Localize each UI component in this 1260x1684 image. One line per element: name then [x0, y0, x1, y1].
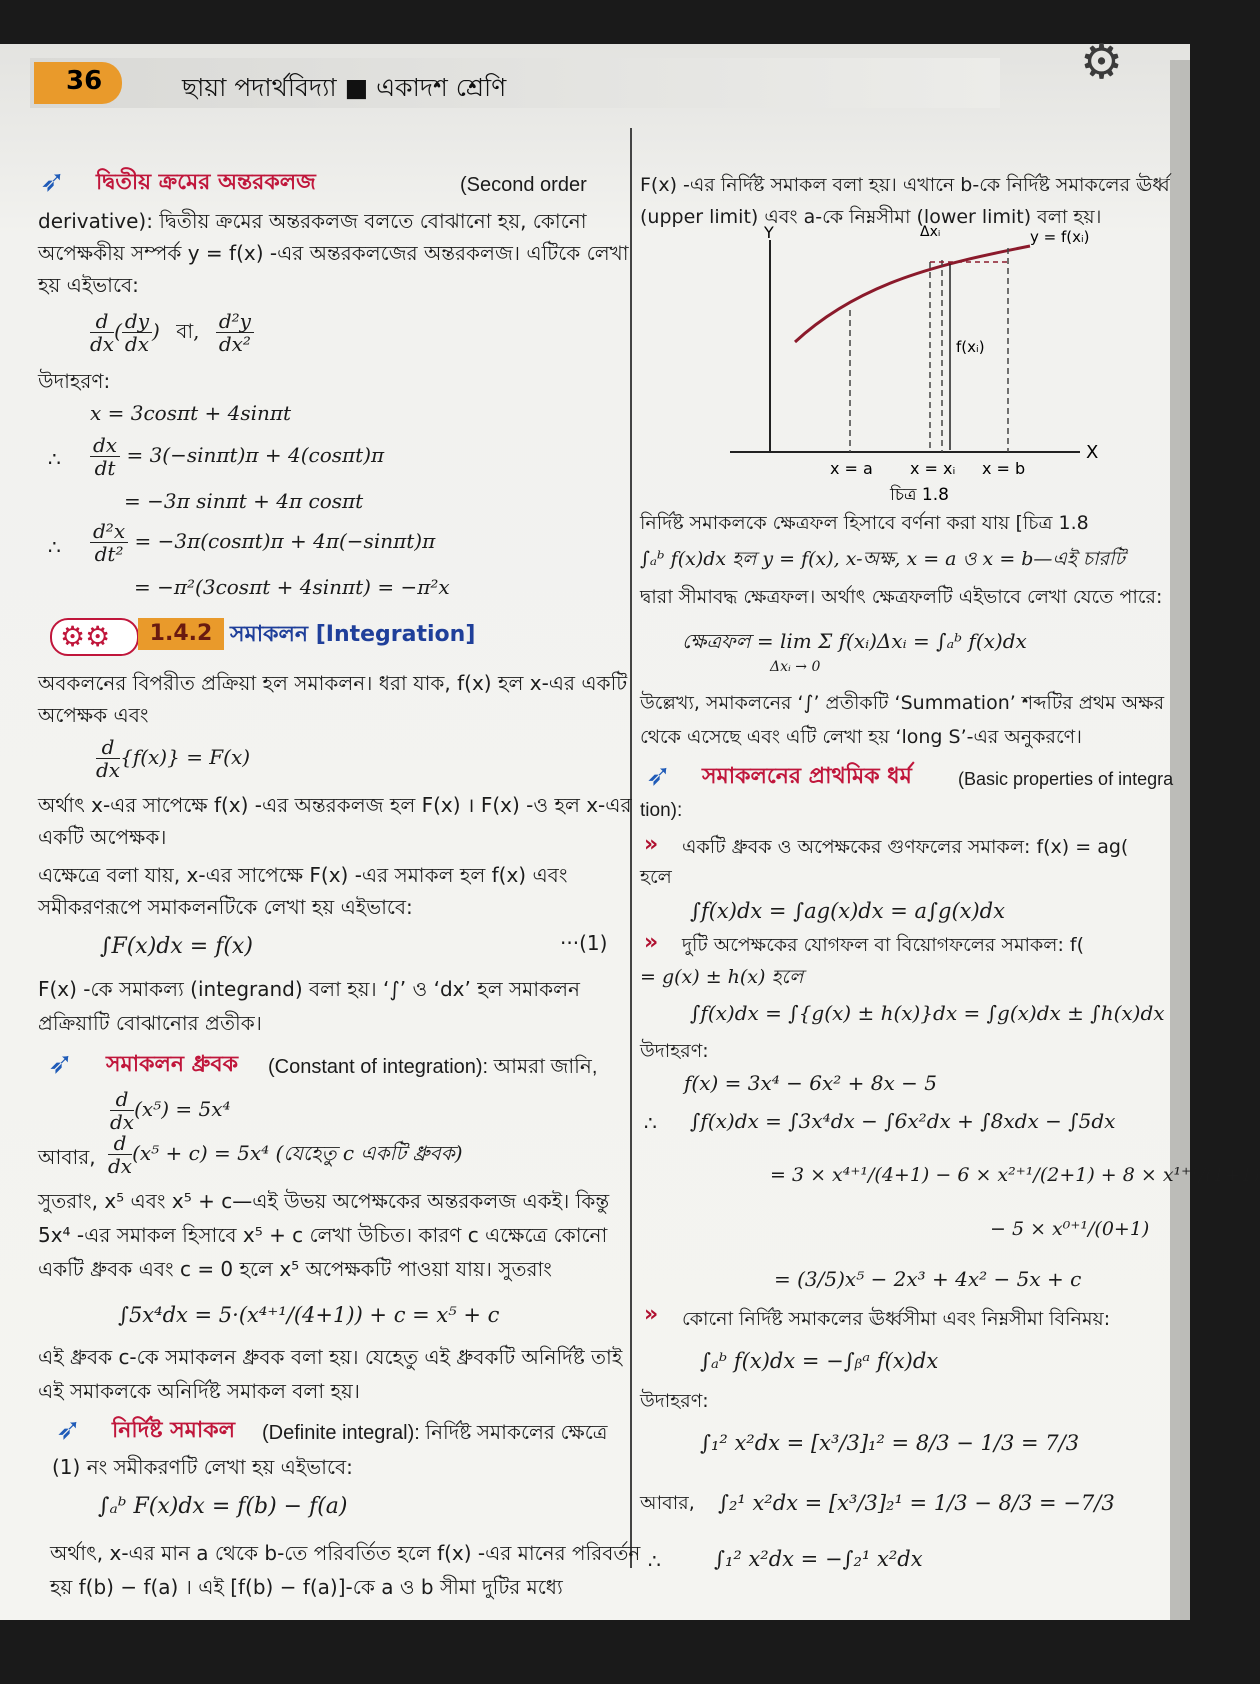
equation: − 5 × x⁰⁺¹/(0+1): [990, 1218, 1150, 1240]
book-title: ছায়া পদার্থবিদ্যা ■ একাদশ শ্রেণি: [182, 73, 507, 102]
xi-label: x = xᵢ: [910, 459, 956, 478]
double-chevron-icon: »: [644, 930, 659, 955]
second-derivative-en: (Second order: [460, 174, 587, 196]
equation: f(x) = 3x⁴ − 6x² + 8x − 5: [684, 1071, 937, 1095]
x-label: X: [1086, 442, 1099, 463]
paper-plane-icon: ➶: [56, 1412, 82, 1447]
text-line: 5x⁴ -এর সমাকল হিসাবে x⁵ + c লেখা উচিত। কারণ c এক্ষেত্রে কোনো: [38, 1223, 608, 1247]
again-label: আবার,: [38, 1145, 96, 1169]
text-line: হয় এইভাবে:: [38, 273, 139, 297]
text-line: সুতরাং, x⁵ এবং x⁵ + c—এই উভয় অপেক্ষকের অন্তরকলজ একই। কিন্তু: [38, 1189, 610, 1213]
text-line: ∫ₐᵇ f(x)dx হল y = f(x), x-অক্ষ, x = a ও x = b—এই চারটি: [640, 548, 1125, 570]
therefore-sign: ∴: [48, 447, 61, 471]
second-derivative-heading: দ্বিতীয় ক্রমের অন্তরকলজ: [96, 170, 316, 195]
xb-label: x = b: [982, 459, 1026, 478]
basic-properties-en: (Basic properties of integra: [958, 769, 1174, 789]
example-label: উদাহরণ:: [38, 369, 111, 393]
constant-en: (Constant of integration): আমরা জানি,: [268, 1056, 598, 1078]
gear-icon: ⚙: [1080, 34, 1124, 90]
text-line: উল্লেখ্য, সমাকলনের ‘∫’ প্রতীকটি ‘Summation’ শব্দটির প্রথম অক্ষর: [640, 692, 1165, 714]
equation: x = 3cosπt + 4sinπt: [90, 401, 292, 425]
equation: $\frac{dx}{dt}$ = 3(−sinπt)π + 4(cosπt)π: [90, 434, 384, 479]
equation: ∫f(x)dx = ∫ag(x)dx = a∫g(x)dx: [690, 899, 1005, 923]
property-1-cont: হলে: [640, 866, 672, 888]
figure-caption: চিত্র 1.8: [890, 485, 949, 505]
definite-integral-heading: নির্দিষ্ট সমাকল: [112, 1418, 236, 1443]
equation-rhs: (x⁵) = 5x⁴: [134, 1097, 231, 1121]
equation: $\frac{d}{dx}$ (x⁵) = 5x⁴: [110, 1087, 231, 1134]
equation-rhs: = 3(−sinπt)π + 4(cosπt)π: [126, 443, 385, 467]
text-line: এই সমাকলকে অনির্দিষ্ট সমাকল বলা হয়।: [38, 1379, 360, 1403]
text-line: থেকে এসেছে এবং এটি লেখা হয় ‘long S’-এর অনুকরণে।: [640, 726, 1082, 748]
equation-rhs: (x⁵ + c) = 5x⁴ (যেহেতু c একটি ধ্রুবক): [132, 1141, 463, 1165]
text-line: F(x) -এর নির্দিষ্ট সমাকল বলা হয়। এখানে b-কে নির্দিষ্ট সমাকলের ঊর্ধ্ব: [640, 174, 1170, 196]
equation: $\frac{\text{d²x}}{\text{dt²}}$ = −3π(cosπt)π + 4π(−sinπt)π: [90, 520, 435, 565]
section-icon-box: [50, 618, 139, 656]
equation: = −3π sinπt + 4π cosπt: [124, 489, 364, 513]
area-under-curve-figure: [720, 222, 1140, 505]
paper-plane-icon: ➶: [40, 164, 66, 199]
therefore-sign: ∴: [48, 535, 61, 559]
property-1: একটি ধ্রুবক ও অপেক্ষকের গুণফলের সমাকল: f(x) = ag(: [682, 836, 1129, 858]
equation: $\frac{d}{dx}$ {f(x)} = F(x): [96, 735, 251, 782]
equation: ∫₂¹ x²dx = [x³/3]₂¹ = 1/3 − 8/3 = −7/3: [718, 1491, 1115, 1515]
equation: ∫F(x)dx = f(x): [100, 934, 253, 959]
xa-label: x = a: [830, 459, 873, 478]
paper-plane-icon: ➶: [646, 758, 672, 793]
text-line: অর্থাৎ, x-এর মান a থেকে b-তে পরিবর্তিত হলে f(x) -এর মানের পরিবর্তন: [50, 1541, 641, 1565]
text-line: একটি অপেক্ষক।: [38, 825, 167, 849]
text-line: প্রক্রিয়াটি বোঝানোর প্রতীক।: [38, 1011, 262, 1035]
gears-icon: ⚙⚙: [60, 620, 111, 653]
curve-label: y = f(xᵢ): [1030, 228, 1090, 246]
double-chevron-icon: »: [644, 1302, 659, 1327]
text-line: অর্থাৎ x-এর সাপেক্ষে f(x) -এর অন্তরকলজ হল F(x) । F(x) -ও হল x-এর: [38, 793, 632, 817]
paper-plane-icon: ➶: [48, 1046, 74, 1081]
equation: ∫5x⁴dx = 5·(x⁴⁺¹/(4+1)) + c = x⁵ + c: [118, 1303, 500, 1327]
text-line: অপেক্ষক এবং: [38, 703, 149, 727]
limit-subscript: Δxᵢ → 0: [770, 659, 821, 675]
example-label: উদাহরণ:: [640, 1390, 709, 1412]
equation: ∫₁² x²dx = [x³/3]₁² = 8/3 − 1/3 = 7/3: [700, 1431, 1080, 1455]
property-2-cont: = g(x) ± h(x) হলে: [640, 966, 804, 988]
text-line: F(x) -কে সমাকল্য (integrand) বলা হয়। ‘∫’ ও ‘dx’ হল সমাকলন: [38, 977, 580, 1001]
text-line: (upper limit) এবং a-কে নিম্নসীমা (lower limit) বলা হয়।: [640, 206, 1102, 228]
equation: = (3/5)x⁵ − 2x³ + 4x² − 5x + c: [774, 1267, 1082, 1291]
equation: $\frac{d}{dx}$ (x⁵ + c) = 5x⁴ (যেহেতু c একটি ধ্রুবক): [108, 1131, 463, 1178]
equation-number: ···(1): [560, 931, 608, 955]
text-line: derivative): দ্বিতীয় ক্রমের অন্তরকলজ বলতে বোঝানো হয়, কোনো: [38, 209, 587, 233]
section-number: 1.4.2: [138, 618, 224, 650]
or-label: বা,: [176, 319, 200, 343]
text-line: দ্বারা সীমাবদ্ধ ক্ষেত্রফল। অর্থাৎ ক্ষেত্রফলটি এইভাবে লেখা যেতে পারে:: [640, 586, 1163, 608]
equation: ∫ₐᵇ F(x)dx = f(b) − f(a): [98, 1494, 348, 1519]
header-band: [30, 58, 1000, 108]
page-number: 36: [66, 66, 103, 96]
equation: = −π²(3cosπt + 4sinπt) = −π²x: [134, 575, 450, 599]
therefore-sign: ∴: [648, 1549, 661, 1573]
text-line: অবকলনের বিপরীত প্রক্রিয়া হল সমাকলন। ধরা যাক, f(x) হল x-এর একটি: [38, 671, 628, 695]
area-equation: ক্ষেত্রফল = lim Σ f(xᵢ)Δxᵢ = ∫ₐᵇ f(x)dx: [682, 629, 1027, 653]
f-xi-label: f(xᵢ): [956, 338, 985, 356]
constant-heading: সমাকলন ধ্রুবক: [106, 1052, 239, 1077]
equation: ∫f(x)dx = ∫{g(x) ± h(x)}dx = ∫g(x)dx ± ∫h(x)dx: [690, 1001, 1165, 1025]
text-line: এই ধ্রুবক c-কে সমাকলন ধ্রুবক বলা হয়। যেহেতু এই ধ্রুবকটি অনির্দিষ্ট তাই: [38, 1345, 623, 1369]
equation: = 3 × x⁴⁺¹/(4+1) − 6 × x²⁺¹/(2+1) + 8 × x¹⁺¹/(1+1): [770, 1164, 1260, 1186]
property-3: কোনো নির্দিষ্ট সমাকলের ঊর্ধ্বসীমা এবং নিম্নসীমা বিনিময়:: [682, 1308, 1111, 1330]
definite-integral-en: (Definite integral): নির্দিষ্ট সমাকলের ক্ষেত্রে: [262, 1422, 608, 1444]
scan-border: [0, 1620, 1190, 1684]
again-label: আবার,: [640, 1492, 695, 1514]
equation: ∫ₐᵇ f(x)dx = −∫ᵦᵃ f(x)dx: [700, 1349, 939, 1373]
curve: [795, 246, 1030, 342]
example-label: উদাহরণ:: [640, 1040, 709, 1062]
double-chevron-icon: »: [644, 832, 659, 857]
basic-properties-en-2: tion):: [640, 800, 683, 821]
equation-rhs: {f(x)} = F(x): [120, 745, 251, 769]
text-line: হয় f(b) − f(a) । এই [f(b) − f(a)]-কে a ও b সীমা দুটির মধ্যে: [50, 1575, 563, 1599]
section-title: সমাকলন [Integration]: [230, 622, 476, 647]
therefore-sign: ∴: [644, 1111, 657, 1135]
basic-properties-heading: সমাকলনের প্রাথমিক ধর্ম: [702, 764, 912, 789]
text-line: একটি ধ্রুবক এবং c = 0 হলে x⁵ অপেক্ষকটি পাওয়া যায়। সুতরাং: [38, 1257, 552, 1281]
text-line: অপেক্ষকীয় সম্পর্ক y = f(x) -এর অন্তরকলজের অন্তরকলজ। এটিকে লেখা: [38, 241, 629, 265]
equation-rhs: = −3π(cosπt)π + 4π(−sinπt)π: [134, 529, 436, 553]
delta-x-label: Δxᵢ: [920, 224, 941, 240]
text-line: (1) নং সমীকরণটি লেখা হয় এইভাবে:: [52, 1455, 353, 1479]
text-line: এক্ষেত্রে বলা যায়, x-এর সাপেক্ষে F(x) -এর সমাকল হল f(x) এবং: [38, 863, 568, 887]
second-derivative-formula: $\frac{d}{dx}$ ( $\frac{dy}{dx}$ ) বা, $\frac{\text{d²y}}{\text{dx²}}$: [90, 310, 254, 355]
column-divider: [630, 128, 632, 1568]
y-label: Y: [764, 223, 774, 242]
page-edge: [1170, 60, 1190, 1620]
text-line: সমীকরণরূপে সমাকলনটিকে লেখা হয় এইভাবে:: [38, 895, 413, 919]
equation: ∫₁² x²dx = −∫₂¹ x²dx: [714, 1547, 923, 1571]
equation: ∫f(x)dx = ∫3x⁴dx − ∫6x²dx + ∫8xdx − ∫5dx: [690, 1109, 1116, 1133]
property-2: দুটি অপেক্ষকের যোগফল বা বিয়োগফলের সমাকল: f(: [682, 934, 1085, 956]
text-line: নির্দিষ্ট সমাকলকে ক্ষেত্রফল হিসাবে বর্ণনা করা যায় [চিত্র 1.8: [640, 512, 1089, 534]
